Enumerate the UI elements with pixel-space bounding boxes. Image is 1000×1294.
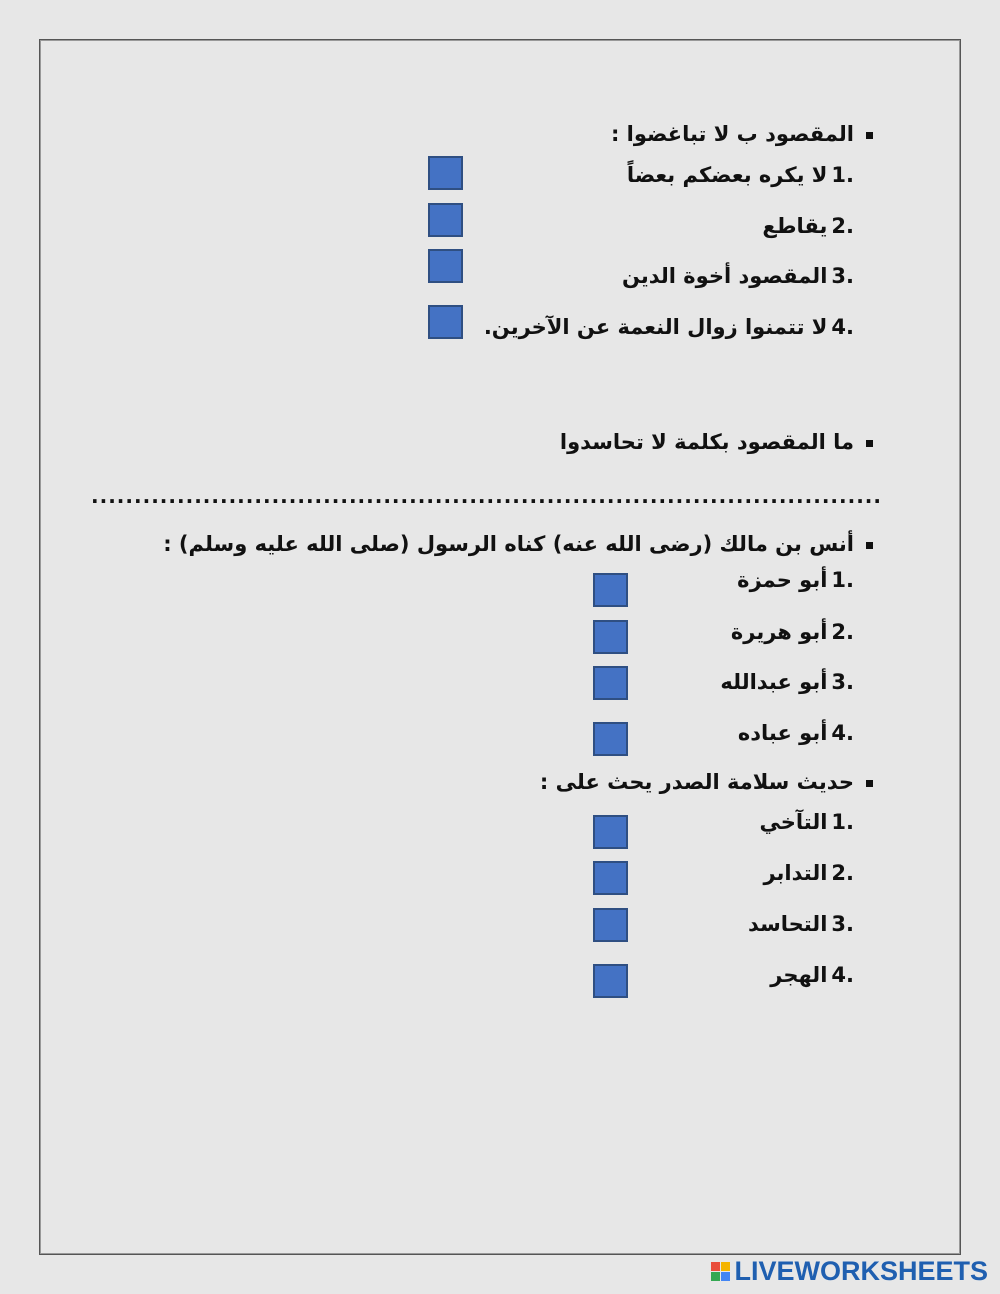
question-4-option-3: 3.التحاسد <box>747 912 854 936</box>
question-1-option-3: 3.المقصود أخوة الدين <box>621 264 854 288</box>
answer-checkbox[interactable] <box>593 573 628 607</box>
answer-checkbox[interactable] <box>593 861 628 895</box>
bullet-icon <box>866 780 873 787</box>
question-2: ما المقصود بكلمة لا تحاسدوا <box>560 428 873 456</box>
answer-checkbox[interactable] <box>593 908 628 942</box>
question-4-option-2: 2.التدابر <box>763 861 854 885</box>
logo-text: LIVEWORKSHEETS <box>734 1255 988 1286</box>
question-4: حديث سلامة الصدر يحث على : <box>540 768 873 796</box>
question-3: أنس بن مالك (رضى الله عنه) كناه الرسول (صلى الله عليه وسلم) : <box>163 530 873 558</box>
answer-line[interactable]: ............................................................................................ <box>91 484 882 508</box>
bullet-icon <box>866 542 873 549</box>
question-1-option-4: 4.لا تتمنوا زوال النعمة عن الآخرين. <box>483 315 854 339</box>
answer-checkbox[interactable] <box>593 722 628 756</box>
answer-checkbox[interactable] <box>593 815 628 849</box>
question-3-option-4: 4.أبو عباده <box>737 721 854 745</box>
answer-checkbox[interactable] <box>428 156 463 190</box>
question-3-option-1: 1.أبو حمزة <box>737 568 854 592</box>
bullet-icon <box>866 132 873 139</box>
answer-checkbox[interactable] <box>428 305 463 339</box>
question-1-option-1: 1.لا يكره بعضكم بعضاً <box>626 163 854 187</box>
question-1: المقصود ب لا تباغضوا : <box>611 120 873 148</box>
answer-checkbox[interactable] <box>593 666 628 700</box>
bullet-icon <box>866 440 873 447</box>
liveworksheets-logo <box>711 1256 988 1286</box>
question-3-option-2: 2.أبو هريرة <box>730 620 854 644</box>
answer-checkbox[interactable] <box>428 249 463 283</box>
answer-checkbox[interactable] <box>593 964 628 998</box>
answer-checkbox[interactable] <box>428 203 463 237</box>
question-1-option-2: 2.يقاطع <box>762 214 854 238</box>
logo-mark-icon <box>711 1262 730 1281</box>
answer-checkbox[interactable] <box>593 620 628 654</box>
question-4-option-4: 4.الهجر <box>770 963 854 987</box>
question-3-option-3: 3.أبو عبدالله <box>720 670 854 694</box>
question-4-option-1: 1.التآخي <box>759 810 854 834</box>
